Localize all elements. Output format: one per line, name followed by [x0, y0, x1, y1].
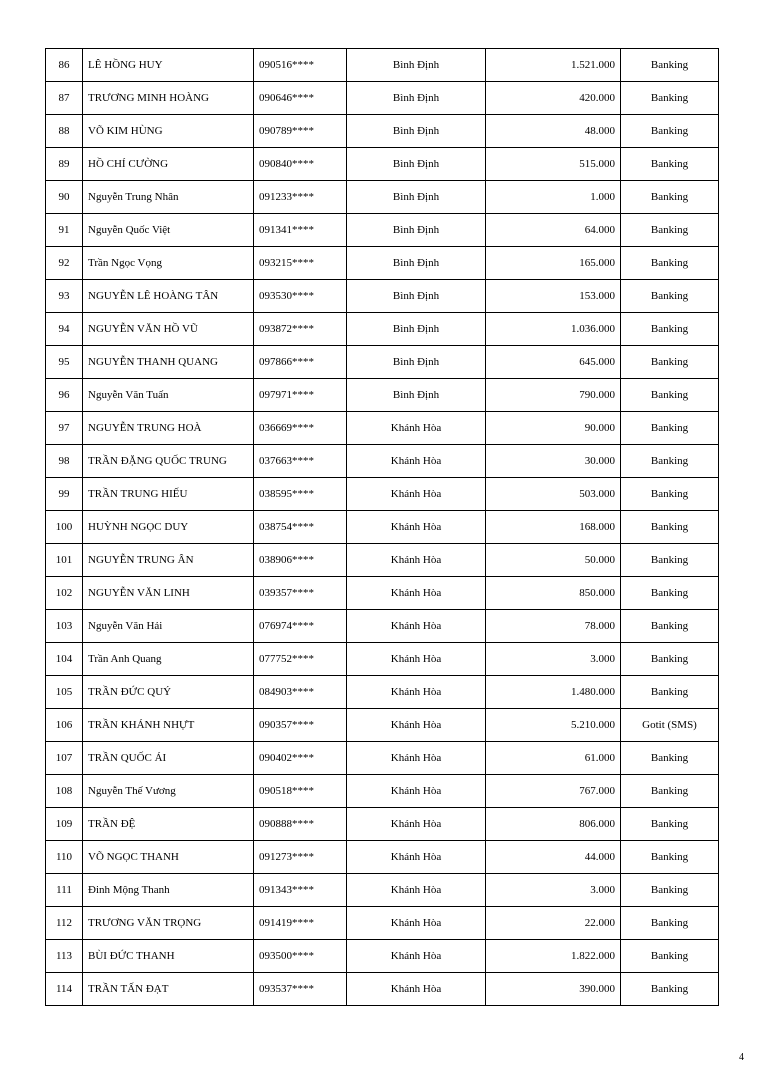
phone-cell: 038595****: [254, 478, 347, 511]
name-cell: NGUYỄN VĂN HỒ VŨ: [83, 313, 254, 346]
method-cell: Banking: [621, 841, 719, 874]
amount-cell: 1.000: [486, 181, 621, 214]
province-cell: Khánh Hòa: [347, 709, 486, 742]
row-number-cell: 87: [46, 82, 83, 115]
name-cell: NGUYỄN VĂN LINH: [83, 577, 254, 610]
province-cell: Khánh Hòa: [347, 544, 486, 577]
method-cell: Banking: [621, 478, 719, 511]
amount-cell: 90.000: [486, 412, 621, 445]
amount-cell: 22.000: [486, 907, 621, 940]
name-cell: TRẦN ĐỨC QUÝ: [83, 676, 254, 709]
method-cell: Banking: [621, 907, 719, 940]
table-row: [46, 511, 719, 544]
name-cell: NGUYỄN TRUNG HOÀ: [83, 412, 254, 445]
method-cell: Banking: [621, 412, 719, 445]
row-number-cell: 91: [46, 214, 83, 247]
name-cell: Nguyễn Quốc Việt: [83, 214, 254, 247]
province-cell: Khánh Hòa: [347, 577, 486, 610]
amount-cell: 420.000: [486, 82, 621, 115]
method-cell: Banking: [621, 247, 719, 280]
name-cell: TRƯƠNG MINH HOÀNG: [83, 82, 254, 115]
table-row: [46, 214, 719, 247]
table-row: [46, 181, 719, 214]
name-cell: VÕ NGỌC THANH: [83, 841, 254, 874]
row-number-cell: 102: [46, 577, 83, 610]
amount-cell: 44.000: [486, 841, 621, 874]
name-cell: Nguyễn Văn Hải: [83, 610, 254, 643]
table-row: [46, 412, 719, 445]
name-cell: TRẦN TRUNG HIẾU: [83, 478, 254, 511]
amount-cell: 3.000: [486, 874, 621, 907]
phone-cell: 038906****: [254, 544, 347, 577]
province-cell: Bình Định: [347, 379, 486, 412]
amount-cell: 1.822.000: [486, 940, 621, 973]
row-number-cell: 109: [46, 808, 83, 841]
row-number-cell: 98: [46, 445, 83, 478]
phone-cell: 091419****: [254, 907, 347, 940]
province-cell: Bình Định: [347, 280, 486, 313]
method-cell: Banking: [621, 577, 719, 610]
phone-cell: 091343****: [254, 874, 347, 907]
name-cell: VÕ KIM HÙNG: [83, 115, 254, 148]
name-cell: NGUYỄN THANH QUANG: [83, 346, 254, 379]
province-cell: Khánh Hòa: [347, 808, 486, 841]
method-cell: Banking: [621, 940, 719, 973]
name-cell: Nguyễn Thế Vương: [83, 775, 254, 808]
province-cell: Bình Định: [347, 181, 486, 214]
method-cell: Banking: [621, 973, 719, 1006]
amount-cell: 168.000: [486, 511, 621, 544]
method-cell: Banking: [621, 643, 719, 676]
table-row: [46, 643, 719, 676]
amount-cell: 3.000: [486, 643, 621, 676]
name-cell: LÊ HỒNG HUY: [83, 49, 254, 82]
province-cell: Bình Định: [347, 82, 486, 115]
phone-cell: 091273****: [254, 841, 347, 874]
method-cell: Banking: [621, 775, 719, 808]
table-row: [46, 82, 719, 115]
row-number-cell: 104: [46, 643, 83, 676]
phone-cell: 093500****: [254, 940, 347, 973]
amount-cell: 1.480.000: [486, 676, 621, 709]
table-row: [46, 280, 719, 313]
phone-cell: 091233****: [254, 181, 347, 214]
province-cell: Bình Định: [347, 148, 486, 181]
amount-cell: 1.521.000: [486, 49, 621, 82]
row-number-cell: 90: [46, 181, 83, 214]
table-row: [46, 49, 719, 82]
row-number-cell: 101: [46, 544, 83, 577]
table-row: [46, 874, 719, 907]
province-cell: Khánh Hòa: [347, 874, 486, 907]
row-number-cell: 89: [46, 148, 83, 181]
name-cell: Trần Anh Quang: [83, 643, 254, 676]
phone-cell: 093537****: [254, 973, 347, 1006]
amount-cell: 30.000: [486, 445, 621, 478]
amount-cell: 806.000: [486, 808, 621, 841]
amount-cell: 165.000: [486, 247, 621, 280]
method-cell: Banking: [621, 610, 719, 643]
method-cell: Banking: [621, 808, 719, 841]
phone-cell: 076974****: [254, 610, 347, 643]
row-number-cell: 113: [46, 940, 83, 973]
phone-cell: 037663****: [254, 445, 347, 478]
amount-cell: 64.000: [486, 214, 621, 247]
province-cell: Khánh Hòa: [347, 643, 486, 676]
phone-cell: 090646****: [254, 82, 347, 115]
amount-cell: 503.000: [486, 478, 621, 511]
phone-cell: 097866****: [254, 346, 347, 379]
method-cell: Banking: [621, 82, 719, 115]
phone-cell: 091341****: [254, 214, 347, 247]
province-cell: Khánh Hòa: [347, 610, 486, 643]
row-number-cell: 108: [46, 775, 83, 808]
province-cell: Bình Định: [347, 247, 486, 280]
phone-cell: 090402****: [254, 742, 347, 775]
row-number-cell: 95: [46, 346, 83, 379]
province-cell: Bình Định: [347, 115, 486, 148]
row-number-cell: 94: [46, 313, 83, 346]
table-row: [46, 742, 719, 775]
name-cell: TRƯƠNG VĂN TRỌNG: [83, 907, 254, 940]
row-number-cell: 97: [46, 412, 83, 445]
row-number-cell: 107: [46, 742, 83, 775]
amount-cell: 153.000: [486, 280, 621, 313]
province-cell: Khánh Hòa: [347, 841, 486, 874]
phone-cell: 038754****: [254, 511, 347, 544]
name-cell: Nguyễn Trung Nhân: [83, 181, 254, 214]
row-number-cell: 106: [46, 709, 83, 742]
method-cell: Banking: [621, 181, 719, 214]
row-number-cell: 103: [46, 610, 83, 643]
phone-cell: 093872****: [254, 313, 347, 346]
province-cell: Khánh Hòa: [347, 940, 486, 973]
province-cell: Bình Định: [347, 313, 486, 346]
name-cell: HỒ CHÍ CƯỜNG: [83, 148, 254, 181]
method-cell: Banking: [621, 49, 719, 82]
table-row: [46, 577, 719, 610]
province-cell: Bình Định: [347, 214, 486, 247]
method-cell: Banking: [621, 313, 719, 346]
table-row: [46, 379, 719, 412]
table-row: [46, 907, 719, 940]
phone-cell: 039357****: [254, 577, 347, 610]
province-cell: Bình Định: [347, 346, 486, 379]
method-cell: Banking: [621, 115, 719, 148]
row-number-cell: 88: [46, 115, 83, 148]
name-cell: Trần Ngọc Vọng: [83, 247, 254, 280]
phone-cell: 090516****: [254, 49, 347, 82]
amount-cell: 48.000: [486, 115, 621, 148]
province-cell: Bình Định: [347, 49, 486, 82]
row-number-cell: 114: [46, 973, 83, 1006]
amount-cell: 50.000: [486, 544, 621, 577]
province-cell: Khánh Hòa: [347, 676, 486, 709]
table-row: [46, 775, 719, 808]
province-cell: Khánh Hòa: [347, 412, 486, 445]
table-row: [46, 445, 719, 478]
row-number-cell: 93: [46, 280, 83, 313]
table-body: [46, 49, 719, 1006]
phone-cell: 090518****: [254, 775, 347, 808]
method-cell: Banking: [621, 544, 719, 577]
phone-cell: 090888****: [254, 808, 347, 841]
table-row: [46, 544, 719, 577]
name-cell: NGUYỄN LÊ HOÀNG TÂN: [83, 280, 254, 313]
name-cell: TRẦN ĐẶNG QUỐC TRUNG: [83, 445, 254, 478]
name-cell: Nguyễn Văn Tuấn: [83, 379, 254, 412]
province-cell: Khánh Hòa: [347, 478, 486, 511]
phone-cell: 077752****: [254, 643, 347, 676]
row-number-cell: 99: [46, 478, 83, 511]
row-number-cell: 112: [46, 907, 83, 940]
donor-table: [45, 48, 719, 1006]
phone-cell: 036669****: [254, 412, 347, 445]
phone-cell: 090840****: [254, 148, 347, 181]
name-cell: TRẦN TẤN ĐẠT: [83, 973, 254, 1006]
name-cell: NGUYỄN TRUNG ÂN: [83, 544, 254, 577]
table-row: [46, 346, 719, 379]
amount-cell: 390.000: [486, 973, 621, 1006]
phone-cell: 090789****: [254, 115, 347, 148]
amount-cell: 645.000: [486, 346, 621, 379]
name-cell: TRẦN ĐỆ: [83, 808, 254, 841]
name-cell: Đinh Mộng Thanh: [83, 874, 254, 907]
method-cell: Gotit (SMS): [621, 709, 719, 742]
province-cell: Khánh Hòa: [347, 511, 486, 544]
name-cell: BÙI ĐỨC THANH: [83, 940, 254, 973]
province-cell: Khánh Hòa: [347, 973, 486, 1006]
amount-cell: 61.000: [486, 742, 621, 775]
method-cell: Banking: [621, 742, 719, 775]
table-row: [46, 115, 719, 148]
page-number: 4: [739, 1052, 744, 1063]
province-cell: Khánh Hòa: [347, 742, 486, 775]
method-cell: Banking: [621, 214, 719, 247]
phone-cell: 093215****: [254, 247, 347, 280]
method-cell: Banking: [621, 280, 719, 313]
table-row: [46, 148, 719, 181]
amount-cell: 790.000: [486, 379, 621, 412]
method-cell: Banking: [621, 676, 719, 709]
amount-cell: 767.000: [486, 775, 621, 808]
method-cell: Banking: [621, 346, 719, 379]
name-cell: TRẦN KHÁNH NHỰT: [83, 709, 254, 742]
phone-cell: 084903****: [254, 676, 347, 709]
province-cell: Khánh Hòa: [347, 907, 486, 940]
phone-cell: 097971****: [254, 379, 347, 412]
phone-cell: 093530****: [254, 280, 347, 313]
name-cell: HUỲNH NGỌC DUY: [83, 511, 254, 544]
table-row: [46, 247, 719, 280]
amount-cell: 5.210.000: [486, 709, 621, 742]
phone-cell: 090357****: [254, 709, 347, 742]
row-number-cell: 111: [46, 874, 83, 907]
method-cell: Banking: [621, 148, 719, 181]
province-cell: Khánh Hòa: [347, 775, 486, 808]
table-row: [46, 610, 719, 643]
amount-cell: 78.000: [486, 610, 621, 643]
name-cell: TRẦN QUỐC ÁI: [83, 742, 254, 775]
amount-cell: 1.036.000: [486, 313, 621, 346]
method-cell: Banking: [621, 379, 719, 412]
row-number-cell: 105: [46, 676, 83, 709]
amount-cell: 515.000: [486, 148, 621, 181]
row-number-cell: 110: [46, 841, 83, 874]
table-row: [46, 940, 719, 973]
method-cell: Banking: [621, 445, 719, 478]
method-cell: Banking: [621, 511, 719, 544]
row-number-cell: 96: [46, 379, 83, 412]
row-number-cell: 86: [46, 49, 83, 82]
method-cell: Banking: [621, 874, 719, 907]
table-row: [46, 478, 719, 511]
table-row: [46, 313, 719, 346]
amount-cell: 850.000: [486, 577, 621, 610]
table-row: [46, 676, 719, 709]
row-number-cell: 92: [46, 247, 83, 280]
province-cell: Khánh Hòa: [347, 445, 486, 478]
row-number-cell: 100: [46, 511, 83, 544]
table-row: [46, 973, 719, 1006]
table-row: [46, 841, 719, 874]
table-row: [46, 709, 719, 742]
table-row: [46, 808, 719, 841]
